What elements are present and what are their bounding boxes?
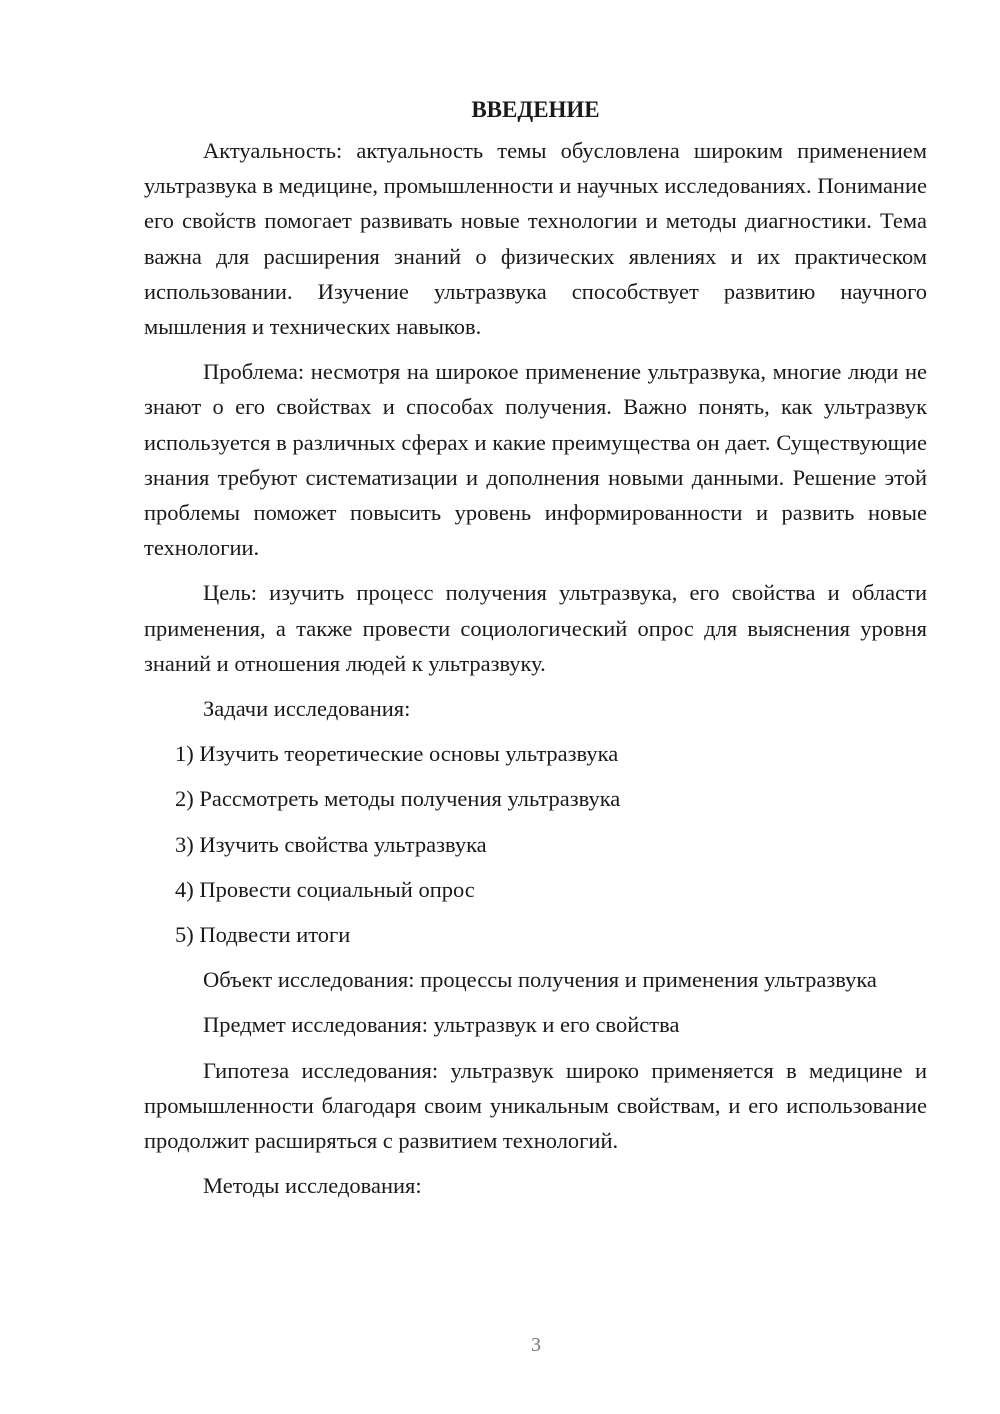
relevance-paragraph: Актуальность: актуальность темы обусловлена широким применением ультразвука в медицине, промышленности и научных исследованиях. Понимание его свойств помогает развивать новые технологии и методы диагностики. Тема важна для расширения знаний о физических явлениях и их практическом использовании. Изучение ультразвука способствует развитию научного мышления и технических навыков.	[144, 138, 927, 340]
section-title: ВВЕДЕНИЕ	[471, 97, 600, 122]
task-item: 2) Рассмотреть методы получения ультразвука	[175, 786, 621, 812]
page-number: 3	[531, 1334, 541, 1356]
tasks-list	[144, 736, 927, 952]
tasks-heading: Задачи исследования:	[203, 696, 411, 722]
methods-heading: Методы исследования:	[203, 1173, 422, 1199]
task-item: 3) Изучить свойства ультразвука	[175, 831, 487, 857]
problem-paragraph: Проблема: несмотря на широкое применение ультразвука, многие люди не знают о его свойствах и способах получения. Важно понять, как ультразвук используется в различных сферах и какие преимущества он дает. Существующие знания требуют систематизации и дополнения новыми данными. Решение этой проблемы поможет повысить уровень информированности и развить новые технологии.	[144, 359, 927, 561]
task-item: 4) Провести социальный опрос	[175, 876, 475, 902]
subject-paragraph: Предмет исследования: ультразвук и его свойства	[203, 1012, 680, 1038]
task-item: 5) Подвести итоги	[175, 922, 351, 948]
hypothesis-paragraph: Гипотеза исследования: ультразвук широко применяется в медицине и промышленности благодаря своим уникальным свойствам, и его использование продолжит расширяться с развитием технологий.	[144, 1057, 927, 1154]
task-item: 1) Изучить теоретические основы ультразвука	[175, 741, 619, 767]
document-page	[144, 92, 927, 1213]
object-paragraph: Объект исследования: процессы получения и применения ультразвука	[203, 967, 877, 993]
goal-paragraph: Цель: изучить процесс получения ультразвука, его свойства и области применения, а также провести социологический опрос для выяснения уровня знаний и отношения людей к ультразвуку.	[144, 580, 927, 676]
